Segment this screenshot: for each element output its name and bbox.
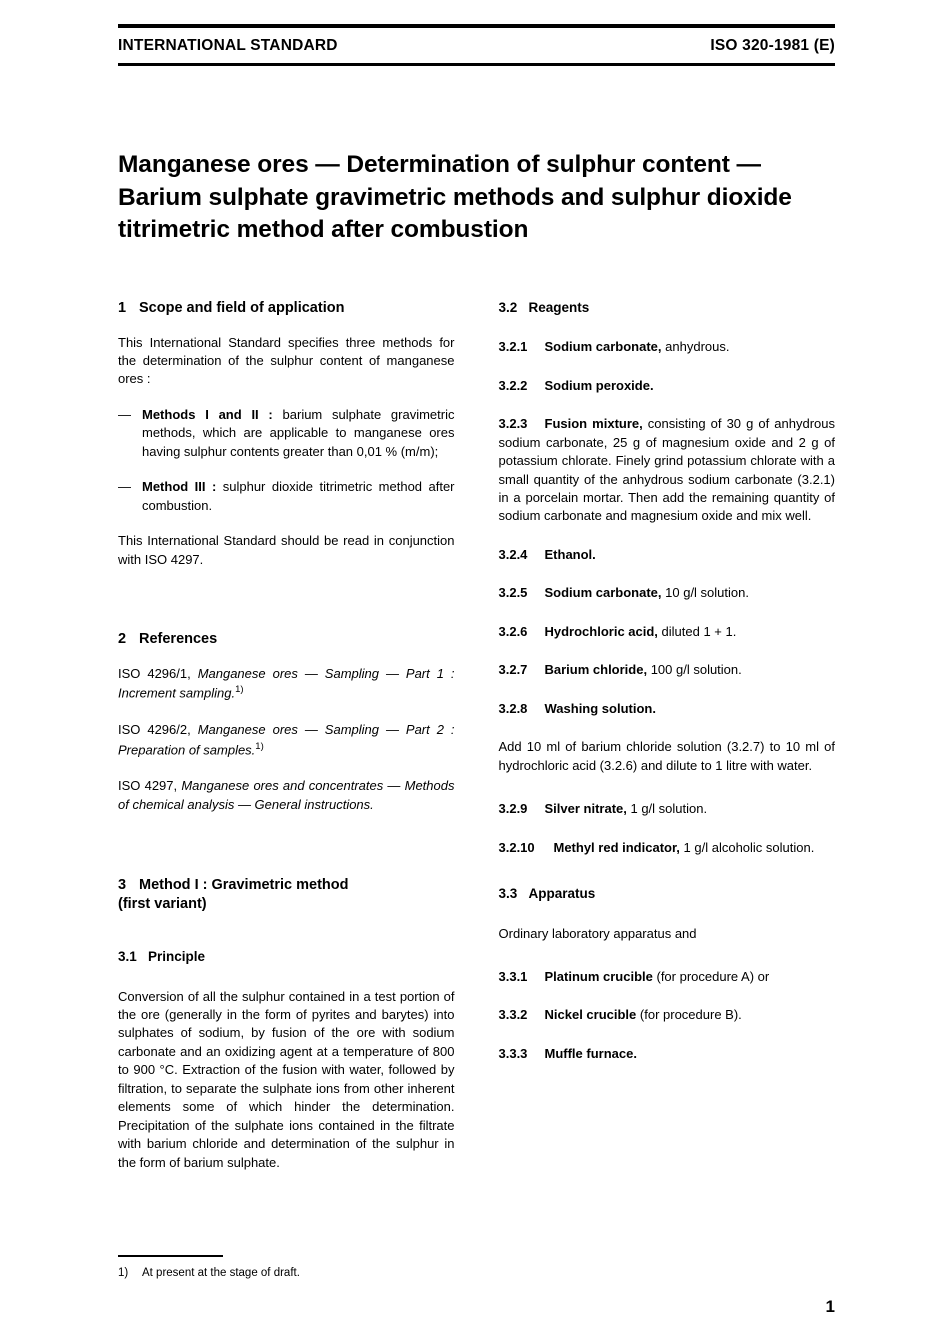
reagent-number: 3.2.10 [498,839,535,855]
reagent-number: 3.2.3 [498,416,528,432]
header-standard-label: INTERNATIONAL STANDARD [118,37,338,54]
reagent-name: Fusion mixture, [544,416,643,432]
reagent-name: Sodium carbonate, [544,585,662,601]
reagent-item-3-2-9 [499,800,836,818]
apparatus-item-3-3-3 [499,1045,836,1063]
reference-item [118,665,455,703]
header-standard-number: ISO 320-1981 (E) [710,37,835,54]
header-row [118,28,835,63]
section-3-1-heading [118,948,455,966]
reagent-number: 3.2.4 [498,546,528,562]
reference-code: ISO 4296/1, [118,665,198,681]
section-2-number: 2 [118,631,127,648]
reagent-item-3-2-1 [499,338,836,356]
section-3-title-line2: (first variant) [118,896,207,913]
apparatus-intro: Ordinary laboratory apparatus and [498,925,697,941]
section-3-1-number: 3.1 [118,949,137,965]
spacer [118,930,455,948]
washing-solution-text: Add 10 ml of barium chloride solution (3.2.7) to 10 ml of hydrochloric acid (3.2.6) and dilute to 1 litre with water. [498,739,835,773]
reagent-description: 1 g/l solution. [626,801,708,817]
reagent-number: 3.2.6 [498,623,528,639]
reagent-item-3-2-6 [499,623,836,641]
apparatus-description: (for procedure B). [636,1007,742,1023]
apparatus-number: 3.3.1 [498,968,528,984]
reagent-name: Washing solution. [544,700,656,716]
footnote-separator-rule [118,1255,223,1257]
reagent-name: Sodium peroxide. [544,377,654,393]
spacer [118,832,455,876]
page-number: 1 [825,1297,835,1316]
scope-bullet-methods-i-ii [118,406,455,461]
scope-bullet-method-iii [118,478,455,515]
section-3-2-heading [499,299,836,317]
reference-title: Manganese ores — Sampling — Part 2 : Preparation of samples. [118,722,455,757]
reagent-number: 3.2.8 [498,700,528,716]
reagent-item-3-2-7 [499,661,836,679]
right-column [499,299,836,1084]
section-1-closing: This International Standard should be read in conjunction with ISO 4297. [118,533,455,567]
reagent-name: Barium chloride, [544,662,648,678]
reference-footnote-marker: 1) [255,740,264,752]
two-column-body [118,299,835,1172]
section-1-number: 1 [118,299,127,316]
reference-title: Manganese ores and concentrates — Methods of chemical analysis — General instructions. [118,778,455,812]
section-3-3-title: Apparatus [528,885,596,901]
section-2-heading [118,630,455,649]
section-2-title: References [139,631,218,648]
reagent-item-3-2-8 [499,700,836,718]
bullet-lead-label: Method III : [142,479,217,495]
reagent-number: 3.2.2 [498,377,528,393]
section-1-heading [118,299,455,318]
section-3-number: 3 [118,877,127,894]
reagent-description: anhydrous. [661,339,730,355]
footnote-marker: 1) [118,1266,129,1279]
apparatus-number: 3.3.2 [498,1007,528,1023]
apparatus-name: Platinum crucible [544,968,653,984]
reagent-number: 3.2.5 [498,585,528,601]
footnote-area [118,1255,834,1281]
reagent-description: diluted 1 + 1. [657,623,737,639]
bullet-dash-icon: — [118,406,131,422]
spacer [499,330,836,338]
left-column [118,299,455,1172]
bullet-lead-label: Methods I and II : [142,406,273,422]
reagent-name: Silver nitrate, [544,801,627,817]
document-title: Manganese ores — Determination of sulphur content — Barium sulphate gravimetric methods and sulphur dioxide titrimetric method after combustion [118,151,792,244]
bullet-dash-icon: — [118,479,131,495]
page-header [118,24,835,66]
spacer [499,917,836,925]
reference-code: ISO 4297, [118,778,182,794]
bullet-text: barium sulphate gravimetric methods, which are applicable to manganese ores having sulphur contents greater than 0,01 % (m/m); [142,406,455,459]
header-bottom-rule [118,63,835,66]
section-3-3-number: 3.3 [498,885,518,901]
reagent-item-3-2-2 [499,377,836,395]
footnote-text: At present at the stage of draft. [142,1266,300,1279]
reagent-description: 1 g/l alcoholic solution. [679,839,815,855]
reagent-item-3-2-10 [499,839,836,857]
section-1-title: Scope and field of application [139,299,345,316]
spacer [499,960,836,968]
apparatus-name: Nickel crucible [544,1007,637,1023]
spacer [499,877,836,885]
section-1-intro: This International Standard specifies three methods for the determination of the sulphur content of manganese ores : [118,334,455,387]
spacer [118,980,455,988]
reagent-description: consisting of 30 g of anhydrous sodium carbonate, 25 g of magnesium oxide and 2 g of potassium chlorate. Finely grind potassium chlorate with a small quantity of the anhydrous sodium carbonate (3.2.1) in a porcelain mortar. Then add the remaining quantity of sodium carbonate and magnesium oxide and mix well. [498,416,836,524]
apparatus-item-3-3-2 [499,1006,836,1024]
apparatus-number: 3.3.3 [498,1045,528,1061]
section-3-1-text: Conversion of all the sulphur contained in a test portion of the ore (generally in the form of pyrites and barytes) into sulphates of sodium, by fusion of the ore with sodium carbonate and an oxidizing agent at a temperature of 800 to 900 °C. Extraction of the fusion with water, followed by filtration, to separate the sulphate ions from other inherent elements some of which hinder the determination. Precipitation of the sulphate ions contained in the filtrate with barium chloride and determination of the sulphur in the form of barium sulphate. [118,988,455,1170]
reagent-item-3-2-4 [499,546,836,564]
section-3-2-title: Reagents [528,299,590,315]
reagent-number: 3.2.9 [498,801,528,817]
reagent-name: Methyl red indicator, [553,839,680,855]
section-3-1-title: Principle [148,949,206,965]
reagent-item-3-2-3 [499,415,836,526]
section-3-heading [118,876,455,914]
spacer [118,586,455,630]
reference-item [118,721,455,759]
reagent-number: 3.2.7 [498,662,528,678]
bullet-text: sulphur dioxide titrimetric method after combustion. [142,479,455,513]
reference-footnote-marker: 1) [235,684,244,696]
section-3-3-heading [499,885,836,903]
apparatus-name: Muffle furnace. [544,1045,637,1061]
reagent-name: Sodium carbonate, [544,339,662,355]
reference-item [118,777,455,814]
section-3-2-number: 3.2 [498,299,518,315]
apparatus-item-3-3-1 [499,968,836,986]
apparatus-description: (for procedure A) or [652,968,770,984]
reagent-number: 3.2.1 [498,339,528,355]
reference-title: Manganese ores — Sampling — Part 1 : Increment sampling. [118,665,455,701]
reagent-name: Hydrochloric acid, [544,623,658,639]
reagent-description: 10 g/l solution. [661,585,749,601]
reference-code: ISO 4296/2, [118,722,198,738]
reagent-name: Ethanol. [544,546,596,562]
section-3-title-line1: Method I : Gravimetric method [139,877,349,894]
spacer [499,792,836,800]
reagent-item-3-2-5 [499,584,836,602]
footnote-1 [118,1265,834,1281]
reagent-description: 100 g/l solution. [647,662,742,678]
